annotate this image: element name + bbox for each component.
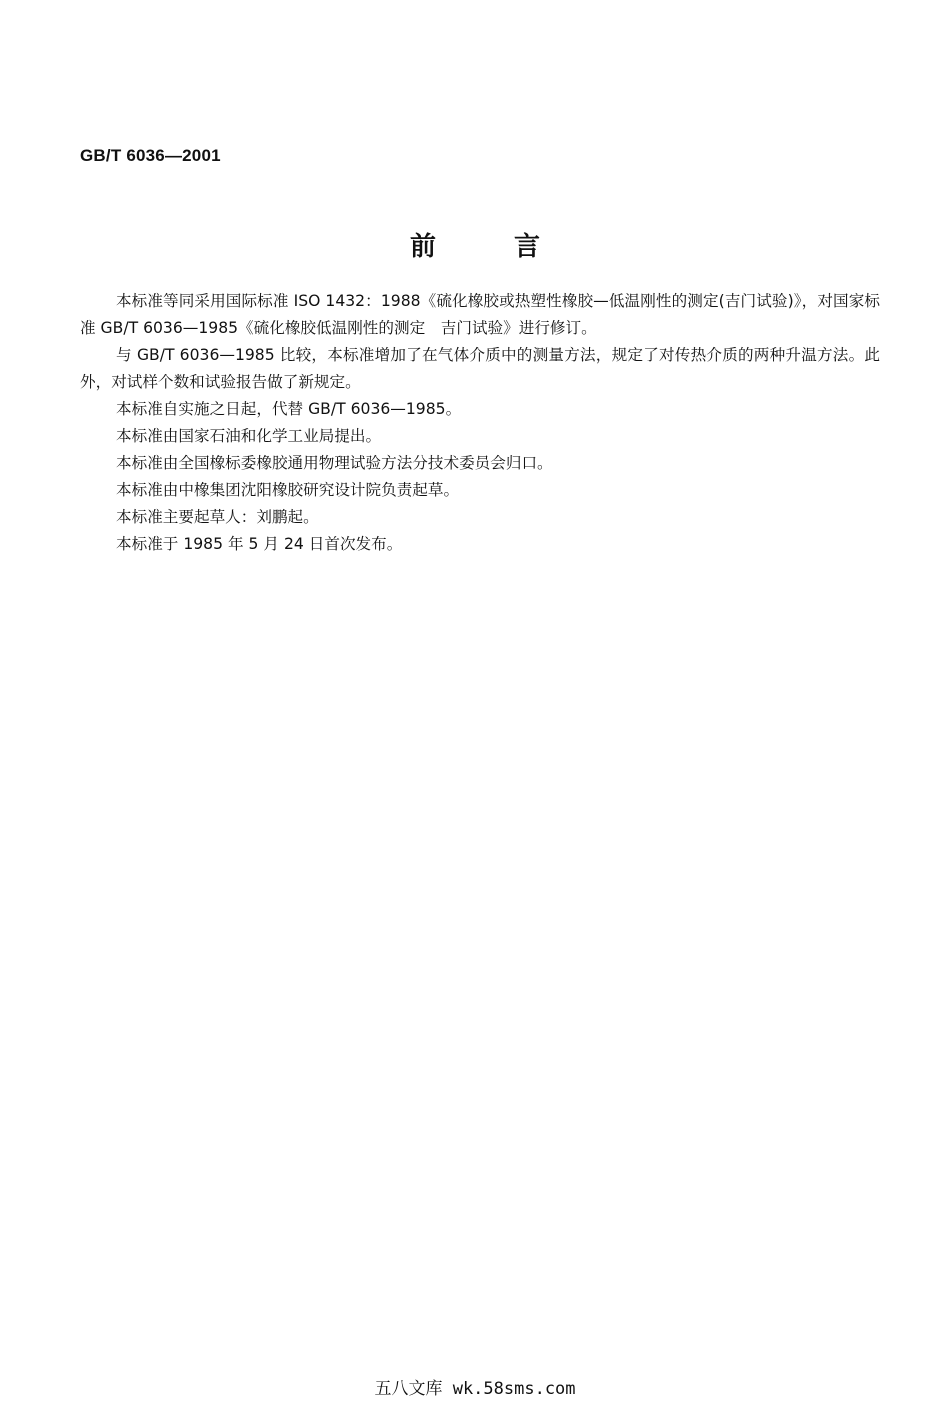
paragraph-first-issue: 本标准于 1985 年 5 月 24 日首次发布。 [116, 535, 403, 553]
paragraph-comparison: 与 GB/T 6036—1985 比较，本标准增加了在气体介质中的测量方法，规定了对传热介质的两种升温方法。此外，对试样个数和试验报告做了新规定。 [80, 346, 880, 391]
paragraph-drafting-unit: 本标准由中橡集团沈阳橡胶研究设计院负责起草。 [116, 481, 460, 499]
paragraph-drafter: 本标准主要起草人：刘鹏起。 [116, 508, 319, 526]
page-title: 前言 [409, 232, 618, 262]
paragraph-proposer: 本标准由国家石油和化学工业局提出。 [116, 427, 382, 445]
paragraph-adoption: 本标准等同采用国际标准 ISO 1432：1988《硫化橡胶或热塑性橡胶—低温刚性的测定(吉门试验)》，对国家标准 GB/T 6036—1985《硫化橡胶低温刚性的测定 吉门试验》进行修订。 [80, 292, 880, 337]
standard-code: GB/T 6036—2001 [80, 146, 221, 165]
foreword-body [80, 288, 880, 558]
paragraph-replacement: 本标准自实施之日起，代替 GB/T 6036—1985。 [116, 400, 462, 418]
paragraph-committee: 本标准由全国橡标委橡胶通用物理试验方法分技术委员会归口。 [116, 454, 553, 472]
footer-watermark: 五八文库 wk.58sms.com [374, 1379, 576, 1399]
